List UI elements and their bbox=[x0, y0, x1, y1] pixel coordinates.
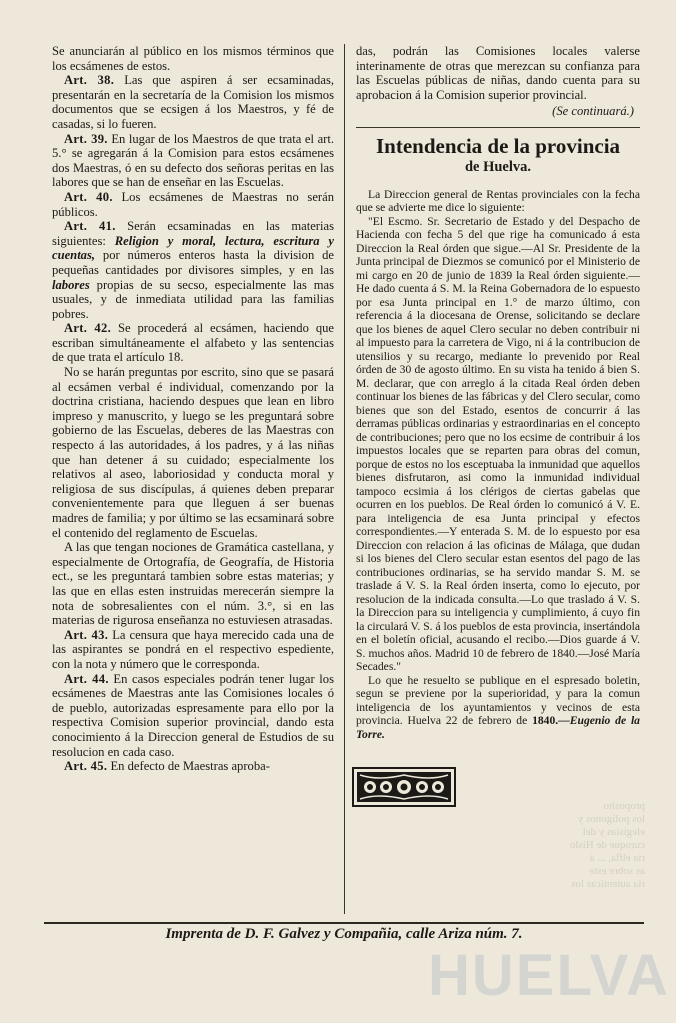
article-number: Art. 42. bbox=[64, 321, 112, 336]
section-rule bbox=[356, 127, 640, 128]
closing-text: Lo que he resuelto se publique en el espresado boletin, segun se previene por la superioridad, y para la comun inteligencia de los ayuntamientos y vecinos de esta provincia. Huelva 22 de febrero de bbox=[356, 673, 640, 728]
decree-paragraph: "El Escmo. Sr. Secretario de Estado y del Despacho de Hacienda con fecha 5 del que rige ha comunicado á esta Direccion la Real órden que sigue.—Al Sr. Presidente de la Junta principal de Diezmos se comunicó por el Ministerio de mi cargo en 20 de junio de 1839 la Real órden siguiente.—He dado cuenta á S. M. la Reina Gobernadora de lo espuesto por esa Junta principal en 1.° de marzo último, con referencia á la diocesana de Orense, solicitando se declare que los bienes de aquel Clero secular no deben contribuir ni al impuesto para la carretera de Vigo, ni á la contribucion de utensilios y su recargo, mediante lo prevenido por Real órden de 30 de agosto último. En su vista ha tenido á bien S. M. declarar, que con arreglo á la citada Real órden deben continuar los bienes de las fábricas y del Clero secular, como bienes que son del Estado, esentos de concurrir á las derramas públicas ordinarias y estraordinarias en el concepto de contribuciones; pero que no los ecsime de contribuir á los impuestos locales que se reparten para obras del comun, porque de estos no los esceptuaba la inmunidad que aquellos bienes disfrutaron, asi como la inmunidad individual tampoco ecsimia á los clérigos de ciertas gabelas que ocurren en los pueblos. De Real órden lo comunicó á V. E. para inteligencia de esa Junta principal y efectos correspondientes.—Y enterada S. M. de lo espuesto por esa Direccion con relacion á las oficinas de Málaga, que dudan si los bienes del Clero secular estan esentos del pago de las contribuciones ordinarias, se ha servido mandar S. M. se traslade á V. S. la Real órden inserta, como lo ejecuto, por resolucion de la indicada consulta.—Lo que traslado á V. S. la Direccion para su inteligencia y cumplimiento, á cuyo fin la circulará V. S. á los pueblos de esta provincia, insertándola en el boletín oficial, acusando el recibo.—Dios guarde á V. S. muchos años. Madrid 10 de febrero de 1840.—José María Secades." bbox=[356, 214, 640, 674]
article-text: Serán ecsaminadas en las materias siguientes: bbox=[52, 219, 334, 248]
section-headline: Intendencia de la provincia bbox=[375, 133, 621, 158]
article-number: Art. 41. bbox=[64, 219, 116, 234]
article-number: Art. 43. bbox=[64, 627, 109, 642]
article-number: Art. 45. bbox=[64, 759, 108, 774]
footer-rule bbox=[44, 922, 644, 924]
printer-ornament-icon bbox=[352, 767, 456, 807]
left-paragraph bbox=[52, 132, 334, 190]
continued-note: (Se continuará.) bbox=[552, 104, 634, 119]
article-subjects: labores bbox=[52, 277, 90, 292]
article-text: Las que aspiren á ser ecsaminadas, presentarán en la secretaría de la Comision los mismos documentos que se ecsigen á los Maestros, y fé de casadas, si lo fueren. bbox=[52, 73, 334, 131]
article-text: En lugar de los Maestros de que trata el art. 5.° se agregarán á la Comision para estos ecsámenes dos Maestras, ó en su defecto dos señoras peritas en las labores que se han de enseñar en las Escuelas. bbox=[52, 131, 335, 190]
article-text: En casos especiales podrán tener lugar los ecsámenes de Maestras ante las Comisiones locales ó de pueblo, autorizadas espresamente para ello por la respectiva Comision superior provincial, dando esta conocimiento á la Direccion general de Estudios de su resolucion en cada caso. bbox=[52, 671, 335, 759]
printer-imprint: Imprenta de D. F. Galvez y Compañia, calle Ariza núm. 7. bbox=[165, 926, 523, 942]
left-paragraph bbox=[52, 759, 334, 774]
article-number: Art. 40. bbox=[64, 189, 113, 204]
left-paragraph bbox=[52, 190, 334, 219]
watermark-text: HUELVA bbox=[428, 942, 670, 1008]
left-paragraph: A las que tengan nociones de Gramática castellana, y especialmente de Ortografía, de Geografía, de Historia ect., se les preguntará tambien sobre estas materias; y las que en ellas esten instruidas merecerán siempre la nota de sobresalientes con el núm. 3.°, si en las materias de rigurosa enseñanza no estuviesen atrasadas. bbox=[52, 540, 334, 628]
intendencia-body bbox=[356, 188, 640, 742]
closing-paragraph bbox=[356, 674, 640, 742]
article-text: por números enteros hasta la division de pequeñas cantidades por divisores simples, y en las bbox=[52, 248, 334, 277]
article-text: La censura que haya merecido cada una de las aspirantes se pondrá en el respectivo espediente, con la nota y número que le corresponda. bbox=[52, 627, 334, 671]
left-paragraph bbox=[52, 628, 334, 672]
left-paragraph: No se harán preguntas por escrito, sino que se pasará al ecsámen verbal é individual, comenzando por la doctrina cristiana, haciendo despues que lean en libro impreso y manuscrito, y luego se les preguntará sobre gobierno de las Escuelas, deberes de las Maestras con respecto á las autoridades, á los padres, y á las niñas que han detener á su cuidado; especialmente los relativos al aseo, laboriosidad y conducta moral y religiosa de sus discípulas, á quienes deben preparar convenientemente para que lleguen á ser buenas madres de familia; y por último se las ecsaminará sobre el contenido del reglamento de Escuelas. bbox=[52, 365, 334, 540]
section-subheadline: de Huelva. bbox=[464, 158, 532, 175]
archive-watermark bbox=[420, 940, 670, 1010]
left-paragraph: Se anunciarán al público en los mismos términos que los ecsámenes de estos. bbox=[52, 44, 334, 73]
closing-date: 1840.— bbox=[532, 714, 570, 728]
signature: Eugenio de la Torre. bbox=[356, 714, 640, 741]
left-paragraph bbox=[52, 321, 334, 365]
left-paragraph bbox=[52, 219, 334, 321]
bleed-through-text: proposito los poligonos y elegisias y del curoque de Hislo ria elfla, ... á as sobre este ria autenticas los bbox=[569, 800, 645, 890]
article-text: En defecto de Maestras aproba- bbox=[110, 759, 270, 774]
right-column bbox=[356, 44, 640, 811]
left-paragraph bbox=[52, 672, 334, 760]
left-paragraph bbox=[52, 73, 334, 131]
article-text: Se procederá al ecsámen, haciendo que escriban simultáneamente el alfabeto y las sentencias de que trata el artículo 18. bbox=[52, 321, 334, 365]
article-number: Art. 39. bbox=[64, 131, 108, 146]
continued-article-text: das, podrán las Comisiones locales valerse interinamente de otras que merezcan su confianza para las Escuelas públicas de niñas, dando cuenta para su aprobacion á la Comision superior provincial. bbox=[356, 44, 640, 102]
article-text: propias de su secso, especialmente las mas usuales, y de inmediata utilidad para las familias pobres. bbox=[52, 277, 335, 321]
intro-paragraph: La Direccion general de Rentas provinciales con la fecha que se advierte me dice lo siguiente: bbox=[356, 187, 640, 215]
article-number: Art. 38. bbox=[64, 73, 115, 88]
column-divider bbox=[344, 44, 345, 914]
article-text: Los ecsámenes de Maestras no serán públicos. bbox=[52, 189, 334, 219]
article-subjects: Religion y moral, lectura, escritura y cuentas, bbox=[52, 233, 334, 263]
left-column bbox=[52, 44, 334, 774]
article-number: Art. 44. bbox=[64, 671, 109, 686]
